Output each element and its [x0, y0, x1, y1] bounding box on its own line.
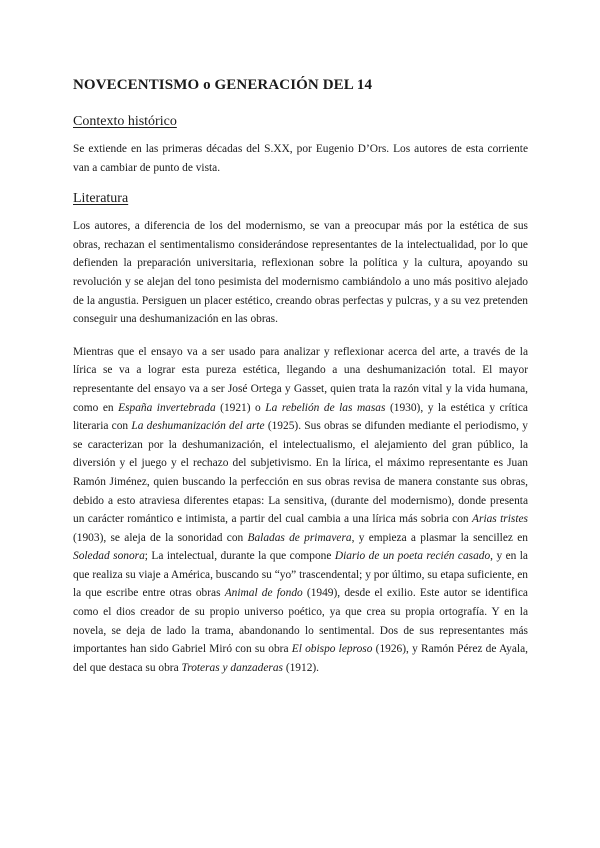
text-run: , y empieza a plasmar la sencillez en: [351, 531, 528, 544]
section-heading-literatura: Literatura: [73, 191, 129, 207]
work-title: La rebelión de las masas: [265, 401, 386, 414]
work-title: Animal de fondo: [224, 587, 303, 600]
work-title: El obispo leproso: [291, 643, 373, 656]
paragraph-literatura-1: Los autores, a diferencia de los del modernismo, se van a preocupar más por la estética de sus obras, rechazan el sentimentalismo considerándose representantes de la intelectualidad, por lo que defienden la preparación universitaria, reflexionan sobre la política y la cultura, apoyando su revolución y se alejan del tono pesimista del modernismo cambiándolo a uno más positivo alejado de la angustia. Persiguen un placer estético, creando obras perfectas y pulcras, y a su vez pretenden conseguir una deshumanización en las obras.: [73, 220, 528, 326]
section-heading-contexto: Contexto histórico: [73, 114, 177, 129]
text-run: (1903), se aleja de la sonoridad con: [73, 531, 248, 544]
text-run: Mientras que el ensayo va a ser usado para analizar y reflexionar acerca del arte, a través de la lírica se va a lograr esta pureza estética, llegando a una deshumanización total. El mayor representante del ensayo va a ser José Ortega y Gasset, quien trata la razón vital y la vida humana, como en: [73, 345, 528, 414]
work-title: Arias tristes: [472, 513, 528, 526]
work-title: La deshumanización del arte: [131, 420, 265, 433]
work-title: Troteras y danzaderas: [181, 661, 283, 674]
work-title: Diario de un poeta recién casado: [334, 550, 491, 563]
paragraph-literatura-2: [73, 343, 528, 678]
work-title: España invertebrada: [118, 401, 216, 414]
document-title: NOVECENTISMO o GENERACIÓN DEL 14: [73, 77, 373, 93]
text-run: (1926), y Ramón Pérez de Ayala, del que destaca su obra: [73, 643, 528, 674]
document-content: [73, 76, 528, 677]
work-title: Soledad sonora: [73, 550, 145, 563]
text-run: ; La intelectual, durante la que compone: [144, 550, 335, 563]
text-run: , y en la que realiza su viaje a América, buscando su “yo” trascendental; y por último, su etapa suficiente, en la que escribe entre otras obras: [73, 550, 528, 600]
text-run: (1925). Sus obras se difunden mediante el periodismo, y se caracterizan por la deshumanización, el intelectualismo, el alejamiento del gran público, la diversión y el juego y el rechazo del subjetivismo. En la lírica, el máximo representante es Juan Ramón Jiménez, quien buscando la perfección en sus obras revisa de manera constante sus obras, debido a esto atraviesa diferentes etapas: La sensitiva, (durante del modernismo), donde presenta un carácter romántico e intimista, a partir del cual cambia a una lírica más sobria con: [73, 420, 528, 526]
text-run: (1912).: [282, 661, 320, 674]
text-run: (1949), desde el exilio. Este autor se identifica como el dios creador de su propio universo poético, ya que crea su propia ortografía. Y en la novela, se deja de lado la trama, abandonando lo sentimental. Dos de sus representantes más importantes han sido Gabriel Miró con su obra: [73, 587, 528, 656]
paragraph-contexto: Se extiende en las primeras décadas del S.XX, por Eugenio D’Ors. Los autores de esta corriente van a cambiar de punto de vista.: [73, 143, 528, 174]
text-run: (1921) o: [215, 401, 266, 414]
text-run: (1930), y la estética y crítica literaria con: [73, 401, 528, 433]
work-title: Baladas de primavera: [247, 531, 352, 544]
